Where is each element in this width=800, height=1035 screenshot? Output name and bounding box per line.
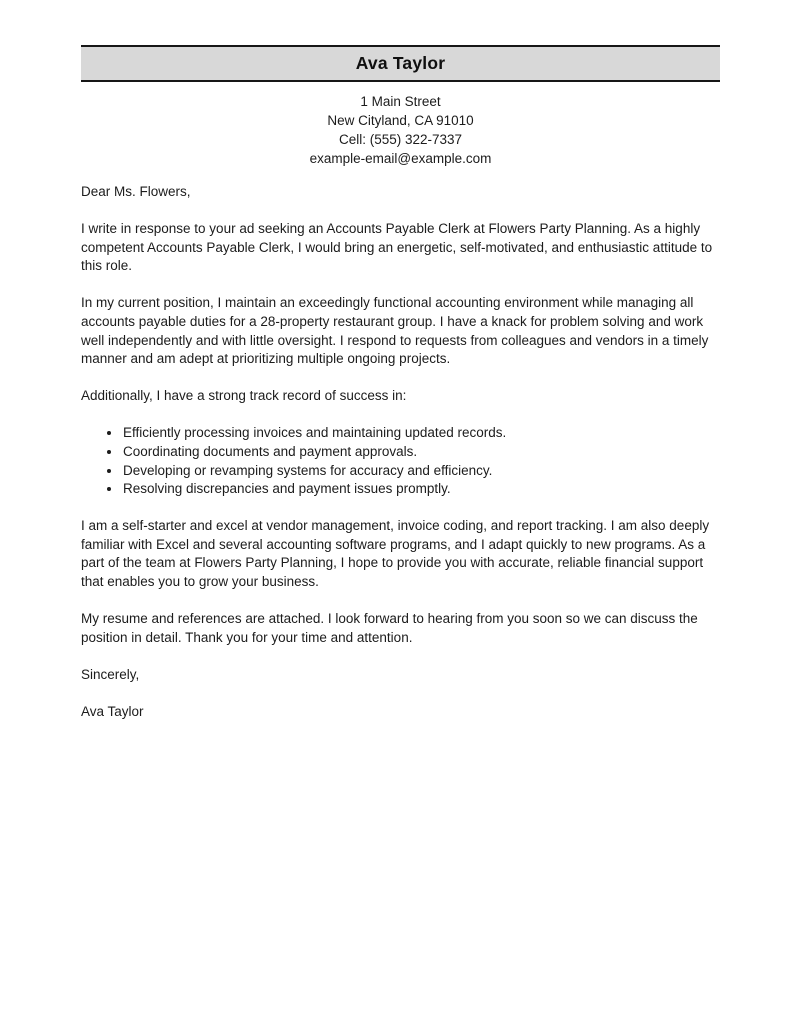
paragraph-skills: I am a self-starter and excel at vendor management, invoice coding, and report tracking. I am also deeply familiar with Excel and several accounting software programs, and I adapt quickly to new programs. As a part of the team at Flowers Party Planning, I hope to provide you with accurate, reliable financial support that enables you to grow your business.: [81, 518, 710, 589]
address-line-email: example-email@example.com: [309, 151, 492, 166]
bullet-item: • Efficiently processing invoices and maintaining updated records.: [122, 424, 720, 443]
list-intro: Additionally, I have a strong track record of success in:: [81, 388, 407, 404]
letter-body: [81, 183, 720, 721]
name-banner: [81, 45, 720, 82]
paragraph-closing: My resume and references are attached. I look forward to hearing from you soon so we can discuss the position in detail. Thank you for your time and attention.: [81, 611, 698, 645]
address-line-street: 1 Main Street: [360, 94, 441, 109]
signoff: Sincerely,: [81, 666, 140, 682]
address-block: [81, 92, 720, 168]
address-line-phone: Cell: (555) 322-7337: [338, 132, 463, 147]
bullet-item: • Resolving discrepancies and payment issues promptly.: [122, 480, 720, 499]
signature: Ava Taylor: [81, 703, 144, 719]
salutation: Dear Ms. Flowers,: [81, 184, 191, 199]
letter-name: Ava Taylor: [355, 53, 446, 73]
bullet-item: • Developing or revamping systems for accuracy and efficiency.: [122, 462, 720, 481]
paragraph-intro: I write in response to your ad seeking an Accounts Payable Clerk at Flowers Party Planning. As a highly competent Accounts Payable Clerk, I would bring an energetic, self-motivated, and enthusiastic attitude to this role.: [81, 221, 713, 274]
address-line-city: New Cityland, CA 91010: [327, 113, 474, 128]
paragraph-experience: In my current position, I maintain an exceedingly functional accounting environment while managing all accounts payable duties for a 28-property restaurant group. I have a knack for problem solving and work well independently and with little oversight. I respond to requests from colleagues and vendors in a timely manner and am adept at prioritizing multiple ongoing projects.: [81, 295, 709, 367]
bullet-list: [81, 424, 720, 498]
bullet-item: • Coordinating documents and payment approvals.: [122, 443, 720, 462]
